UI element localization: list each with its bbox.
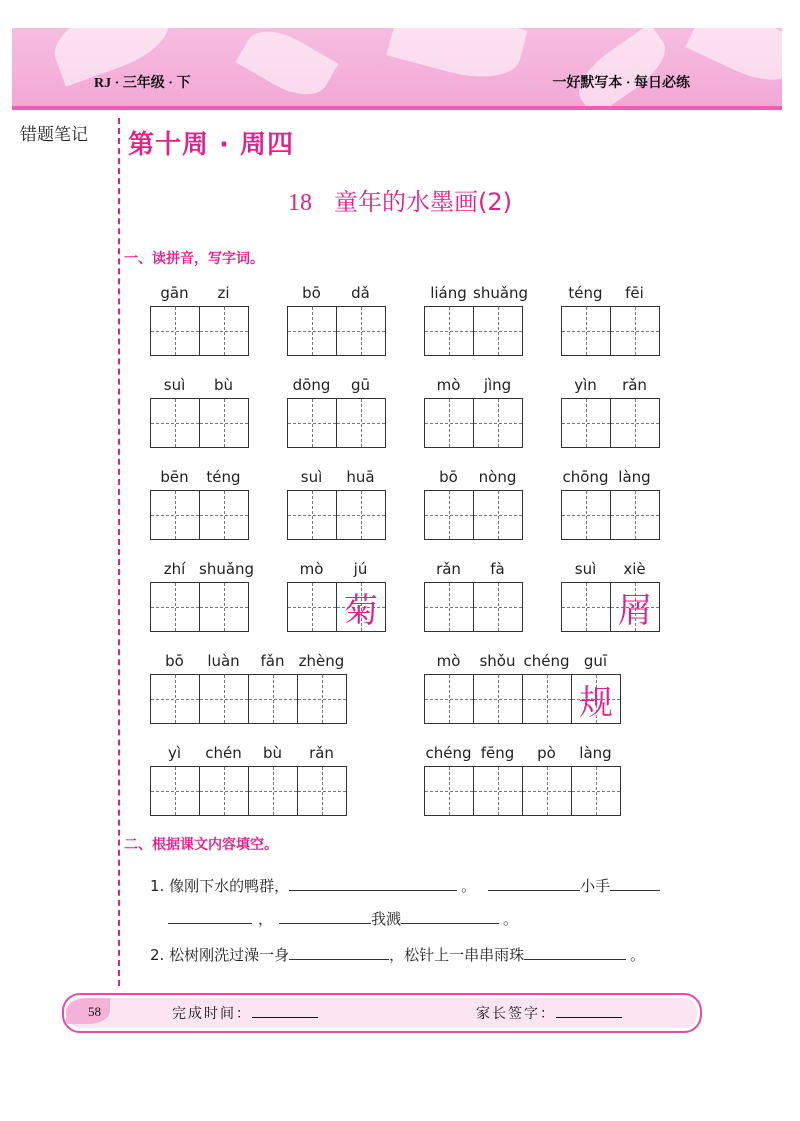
question-1-line-1 <box>150 874 660 896</box>
pinyin: guī <box>583 652 608 670</box>
lesson-title <box>0 182 800 217</box>
writing-box[interactable] <box>200 307 249 355</box>
pinyin: bēn <box>160 468 189 486</box>
pinyin: jìng <box>483 376 512 394</box>
pinyin: suì <box>574 560 597 578</box>
pinyin: bō <box>439 468 458 486</box>
answer-blank[interactable] <box>279 907 371 924</box>
pinyin: fēi <box>625 284 644 302</box>
completion-time-label: 完成时间： <box>172 1007 252 1022</box>
pinyin: pò <box>537 744 556 762</box>
petal-decoration <box>568 28 676 110</box>
petal-decoration <box>686 28 782 94</box>
pinyin: bō <box>302 284 321 302</box>
pinyin: dōng <box>292 376 331 394</box>
section-1-title: 一、读拼音，写字词。 <box>124 251 264 267</box>
writing-box[interactable] <box>474 583 523 631</box>
answer-blank[interactable] <box>610 874 660 891</box>
writing-box[interactable] <box>200 675 249 723</box>
header-banner <box>12 28 782 110</box>
answer-blank[interactable] <box>524 943 626 960</box>
pinyin: làng <box>618 468 651 486</box>
pinyin: rǎn <box>309 744 334 762</box>
writing-box[interactable] <box>288 399 337 447</box>
pinyin: gān <box>160 284 189 302</box>
answer-blank[interactable] <box>289 943 389 960</box>
pinyin: téng <box>206 468 241 486</box>
writing-box[interactable] <box>200 399 249 447</box>
question-text: ， <box>258 910 274 928</box>
writing-box[interactable] <box>249 767 298 815</box>
writing-box[interactable] <box>288 583 337 631</box>
page-number: 58 <box>88 1004 101 1019</box>
writing-box[interactable] <box>337 583 386 631</box>
writing-box[interactable] <box>425 399 474 447</box>
writing-box[interactable] <box>474 399 523 447</box>
writing-box[interactable] <box>337 399 386 447</box>
pinyin: yì <box>167 744 182 762</box>
pinyin: chéng <box>425 744 472 762</box>
writing-box[interactable] <box>200 767 249 815</box>
margin-dashed-line <box>118 118 120 986</box>
lesson-name: 童年的水墨画(2) <box>334 188 512 216</box>
pinyin: luàn <box>207 652 240 670</box>
week-title: 第十周 · 周四 <box>128 130 294 160</box>
pinyin: fǎn <box>260 652 285 670</box>
pinyin: nòng <box>478 468 517 486</box>
pinyin: rǎn <box>622 376 647 394</box>
question-text: 1. 像刚下水的鸭群， <box>150 877 290 895</box>
writing-box[interactable] <box>611 583 660 631</box>
question-text: 。 <box>461 877 477 895</box>
question-text: 。 <box>503 910 519 928</box>
parent-signature <box>476 1003 622 1023</box>
pinyin: chén <box>205 744 242 762</box>
pinyin: shuǎng <box>199 560 255 578</box>
hint-character: 菊 <box>344 590 378 631</box>
writing-box[interactable] <box>474 675 523 723</box>
writing-box[interactable] <box>523 767 572 815</box>
pinyin: fēng <box>480 744 515 762</box>
question-2-line <box>150 943 645 965</box>
hint-character: 规 <box>579 682 613 723</box>
pinyin: rǎn <box>436 560 461 578</box>
grade-label: RJ · 三年级 · 下 <box>94 76 191 91</box>
pinyin: huā <box>346 468 375 486</box>
pinyin: chéng <box>523 652 570 670</box>
pinyin: bō <box>165 652 184 670</box>
writing-box[interactable] <box>200 491 249 539</box>
writing-box[interactable] <box>425 491 474 539</box>
writing-box[interactable] <box>572 767 621 815</box>
pinyin: shuǎng <box>473 284 529 302</box>
writing-box[interactable] <box>151 767 200 815</box>
error-notes-label: 错题笔记 <box>20 125 88 145</box>
pinyin: zhèng <box>298 652 345 670</box>
pinyin: mò <box>299 560 324 578</box>
writing-box[interactable] <box>474 307 523 355</box>
pinyin: bù <box>213 376 234 394</box>
question-text: 小手 <box>580 877 611 895</box>
pinyin: liáng <box>430 284 467 302</box>
writing-box[interactable] <box>425 675 474 723</box>
pinyin: suì <box>300 468 323 486</box>
petal-decoration <box>386 28 527 89</box>
hint-character: 屑 <box>618 590 652 631</box>
writing-box[interactable] <box>298 767 347 815</box>
pinyin: mò <box>436 376 461 394</box>
question-text: ，松针上一串串雨珠 <box>389 946 525 964</box>
pinyin: xiè <box>623 560 646 578</box>
writing-box[interactable] <box>562 491 611 539</box>
pinyin: shǒu <box>479 652 516 670</box>
question-1-line-2 <box>168 907 518 929</box>
pinyin: jú <box>353 560 368 578</box>
section-2-title: 二、根据课文内容填空。 <box>124 837 278 853</box>
writing-box[interactable] <box>425 307 474 355</box>
writing-box[interactable] <box>474 767 523 815</box>
answer-blank[interactable] <box>401 907 499 924</box>
writing-box[interactable] <box>611 399 660 447</box>
question-text: 我溅 <box>371 910 402 928</box>
writing-box[interactable] <box>562 307 611 355</box>
question-text: 。 <box>630 946 646 964</box>
answer-blank[interactable] <box>168 907 252 924</box>
writing-box[interactable] <box>249 675 298 723</box>
writing-box[interactable] <box>288 491 337 539</box>
pinyin: bù <box>262 744 283 762</box>
question-text: 2. 松树刚洗过澡一身 <box>150 946 290 964</box>
pinyin: yìn <box>574 376 597 394</box>
completion-time <box>172 1003 318 1023</box>
writing-box[interactable] <box>425 583 474 631</box>
writing-box[interactable] <box>151 399 200 447</box>
writing-box[interactable] <box>151 491 200 539</box>
writing-box[interactable] <box>523 675 572 723</box>
pinyin: zhí <box>163 560 186 578</box>
answer-blank[interactable] <box>289 874 457 891</box>
pinyin: mò <box>436 652 461 670</box>
pinyin: dǎ <box>351 284 370 302</box>
writing-box[interactable] <box>474 491 523 539</box>
writing-box[interactable] <box>611 307 660 355</box>
writing-box[interactable] <box>337 307 386 355</box>
writing-box[interactable] <box>611 491 660 539</box>
pinyin: fà <box>490 560 505 578</box>
pinyin: zi <box>217 284 230 302</box>
series-label: 一好默写本 · 每日必练 <box>552 76 690 91</box>
lesson-number: 18 <box>288 190 312 216</box>
parent-signature-field[interactable] <box>556 1003 622 1018</box>
writing-box[interactable] <box>151 675 200 723</box>
parent-signature-label: 家长签字： <box>476 1007 556 1022</box>
writing-box[interactable] <box>425 767 474 815</box>
petal-decoration <box>236 28 339 107</box>
pinyin: làng <box>579 744 612 762</box>
writing-box[interactable] <box>337 491 386 539</box>
pinyin: téng <box>568 284 603 302</box>
completion-time-field[interactable] <box>252 1003 318 1018</box>
writing-box[interactable] <box>151 583 200 631</box>
writing-box[interactable] <box>572 675 621 723</box>
writing-box[interactable] <box>562 583 611 631</box>
answer-blank[interactable] <box>488 874 580 891</box>
writing-box[interactable] <box>562 399 611 447</box>
pinyin: gū <box>350 376 371 394</box>
writing-box[interactable] <box>151 307 200 355</box>
pinyin: chōng <box>562 468 609 486</box>
writing-box[interactable] <box>298 675 347 723</box>
pinyin: suì <box>163 376 186 394</box>
writing-box[interactable] <box>200 583 249 631</box>
writing-box[interactable] <box>288 307 337 355</box>
